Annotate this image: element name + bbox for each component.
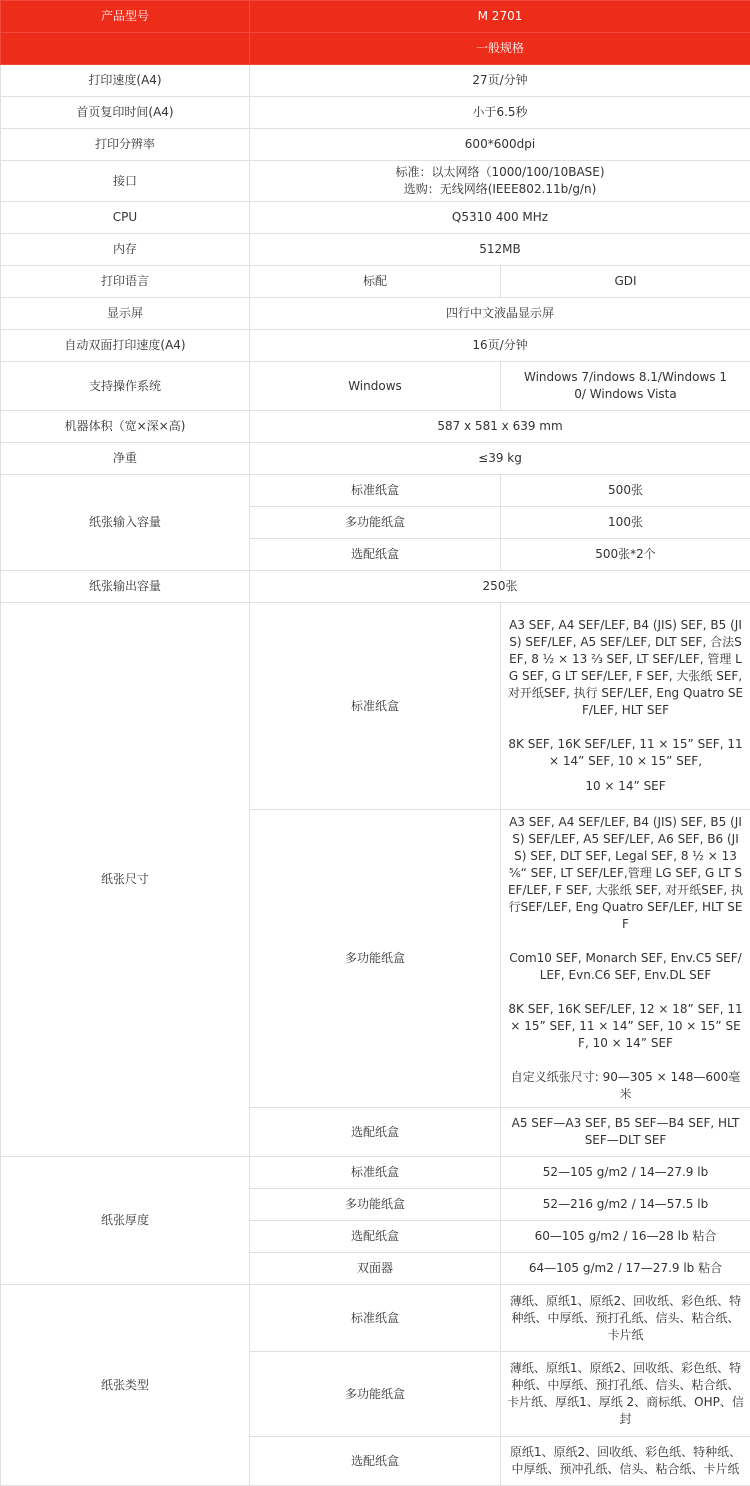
header-model: M 2701 [250,1,750,33]
spec-value [250,161,750,202]
spec-value: 原纸1、原纸2、回收纸、彩色纸、特种纸、中厚纸、预冲孔纸、信头、粘合纸、卡片纸 [501,1437,750,1486]
spec-value [501,603,750,810]
spec-label: 纸张类型 [1,1285,250,1486]
spec-value: 500张*2个 [501,539,750,571]
spec-sublabel: 标准纸盒 [250,475,501,507]
spec-value: 四行中文液晶显示屏 [250,298,750,330]
spec-sublabel: 多功能纸盒 [250,1352,501,1437]
spec-label: 接口 [1,161,250,202]
paper-size-standard-extra: 8K SEF, 16K SEF/LEF, 11 × 15” SEF, 11 × 14” SEF, 10 × 15” SEF, [507,736,744,770]
spec-label: CPU [1,202,250,234]
paper-size-standard-main: A3 SEF, A4 SEF/LEF, B4 (JIS) SEF, B5 (JIS) SEF/LEF, A5 SEF/LEF, DLT SEF, 合法SEF, 8 ½ × 13 ⅔ SEF, LT SEF/LEF, 管理 LG SEF, G LT SEF/LEF, F SEF, 大张纸 SEF, 对开纸SEF, 执行 SEF/LEF, Eng Quatro SEF/LEF, HLT SEF [507,617,744,719]
spec-row-interface [1,161,750,202]
spec-row-paper-output [1,571,750,603]
spec-label: 支持操作系统 [1,362,250,411]
section-spacer [1,33,250,65]
spec-label: 纸张输出容量 [1,571,250,603]
spec-row-language [1,266,750,298]
spec-value: Q5310 400 MHz [250,202,750,234]
spec-sublabel: 标准纸盒 [250,603,501,810]
paper-size-multi-main: A3 SEF, A4 SEF/LEF, B4 (JIS) SEF, B5 (JIS) SEF/LEF, A5 SEF/LEF, A6 SEF, B6 (JIS) SEF, DLT SEF, Legal SEF, 8 ½ × 13 ⅚“ SEF, LT SEF/LEF,管理 LG SEF, G LT SEF/LEF, F SEF, 大张纸 SEF, 对开纸SEF, 执行SEF/LEF, Eng Quatro SEF/LEF, HLT SEF [507,814,744,933]
spec-value: 250张 [250,571,750,603]
spec-row-weight [1,443,750,475]
spec-value: 52—105 g/m2 / 14—27.9 lb [501,1157,750,1189]
spec-label: 自动双面打印速度(A4) [1,330,250,362]
spec-value: 薄纸、原纸1、原纸2、回收纸、彩色纸、特种纸、中厚纸、预打孔纸、信头、粘合纸、卡片纸、厚纸1、厚纸 2、商标纸、OHP、信封 [501,1352,750,1437]
spec-value: A5 SEF—A3 SEF, B5 SEF—B4 SEF, HLT SEF—DLT SEF [501,1108,750,1157]
paper-size-standard-last: 10 × 14” SEF [507,778,744,795]
spec-value: 16页/分钟 [250,330,750,362]
spec-row-print-speed [1,65,750,97]
spec-value [501,810,750,1108]
spec-sublabel: 选配纸盒 [250,1108,501,1157]
spec-row-memory [1,234,750,266]
spec-value: 512MB [250,234,750,266]
spec-row-resolution [1,129,750,161]
spec-row-cpu [1,202,750,234]
spec-sublabel: 标准纸盒 [250,1285,501,1352]
spec-sublabel: 选配纸盒 [250,1437,501,1486]
spec-label: 打印分辨率 [1,129,250,161]
paper-size-multi-envelope: Com10 SEF, Monarch SEF, Env.C5 SEF/ LEF, Evn.C6 SEF, Env.DL SEF [507,950,744,984]
spec-row-paper-size [1,603,750,810]
interface-standard: 标准：以太网络（1000/100/10BASE) [256,164,744,181]
spec-value: 500张 [501,475,750,507]
spec-label: 净重 [1,443,250,475]
spec-sublabel: Windows [250,362,501,411]
spec-sublabel: 多功能纸盒 [250,810,501,1108]
spec-sublabel: 选配纸盒 [250,539,501,571]
spec-row-paper-weight [1,1157,750,1189]
spec-value: ≤39 kg [250,443,750,475]
spec-label: 首页复印时间(A4) [1,97,250,129]
interface-optional: 选购：无线网络(IEEE802.11b/g/n) [256,181,744,198]
spec-label: 打印语言 [1,266,250,298]
spec-row-display [1,298,750,330]
spec-value: 27页/分钟 [250,65,750,97]
paper-size-multi-extra: 8K SEF, 16K SEF/LEF, 12 × 18” SEF, 11 × 15” SEF, 11 × 14” SEF, 10 × 15” SEF, 10 × 14” SEF [507,1001,744,1052]
spec-sublabel: 标准纸盒 [250,1157,501,1189]
spec-row-duplex-speed [1,330,750,362]
spec-value: 薄纸、原纸1、原纸2、回收纸、彩色纸、特种纸、中厚纸、预打孔纸、信头、粘合纸、卡片纸 [501,1285,750,1352]
section-title: 一般规格 [250,33,750,65]
spec-value: 52—216 g/m2 / 14—57.5 lb [501,1189,750,1221]
spec-row-paper-input [1,475,750,507]
section-row [1,33,750,65]
spec-value: 100张 [501,507,750,539]
spec-row-first-copy [1,97,750,129]
spec-row-os [1,362,750,411]
spec-value: 60—105 g/m2 / 16—28 lb 粘合 [501,1221,750,1253]
spec-value: 64—105 g/m2 / 17—27.9 lb 粘合 [501,1253,750,1285]
spec-label: 内存 [1,234,250,266]
spec-label: 纸张尺寸 [1,603,250,1157]
spec-sublabel: 多功能纸盒 [250,507,501,539]
spec-value: 600*600dpi [250,129,750,161]
spec-row-paper-type [1,1285,750,1352]
spec-row-dimensions [1,411,750,443]
spec-sublabel: 标配 [250,266,501,298]
spec-label: 纸张输入容量 [1,475,250,571]
spec-sublabel: 双面器 [250,1253,501,1285]
spec-value: GDI [501,266,750,298]
spec-value: 小于6.5秒 [250,97,750,129]
spec-sublabel: 选配纸盒 [250,1221,501,1253]
spec-label: 显示屏 [1,298,250,330]
spec-value: Windows 7/indows 8.1/Windows 10/ Windows Vista [501,362,750,411]
spec-label: 打印速度(A4) [1,65,250,97]
header-row [1,1,750,33]
header-label: 产品型号 [1,1,250,33]
spec-label: 机器体积（宽×深×高) [1,411,250,443]
spec-value: 587 x 581 x 639 mm [250,411,750,443]
spec-sublabel: 多功能纸盒 [250,1189,501,1221]
paper-size-multi-custom: 自定义纸张尺寸: 90—305 × 148—600毫米 [507,1069,744,1103]
spec-label: 纸张厚度 [1,1157,250,1285]
